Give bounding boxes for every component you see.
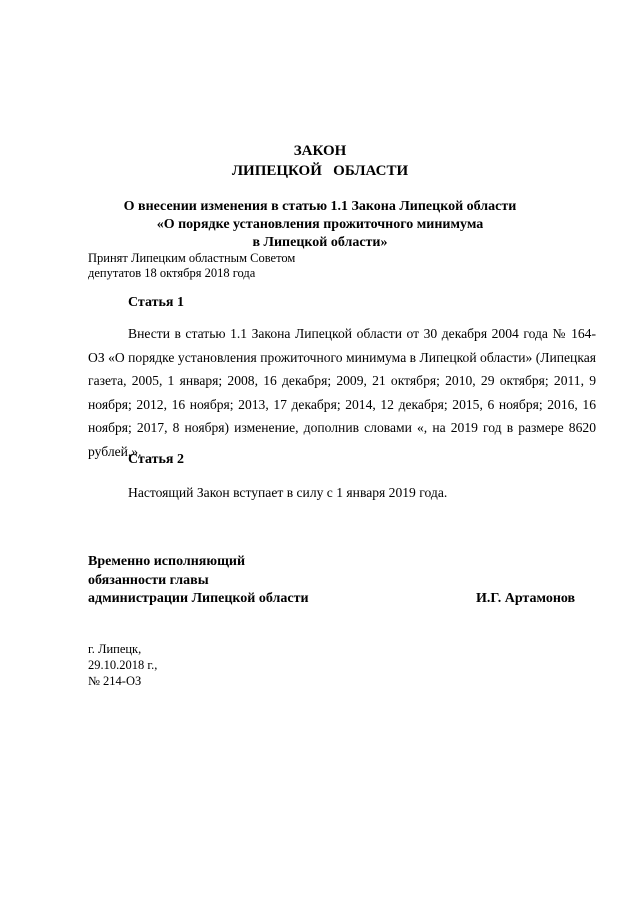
doc-type-title: ЗАКОН — [293, 143, 347, 159]
article-2-text — [88, 481, 596, 505]
article-2-heading: Статья 2 — [128, 452, 184, 467]
signatory-line-3: администрации Липецкой области — [88, 591, 309, 606]
adopted-line-1: Принят Липецким областным Советом — [88, 251, 296, 265]
article-2-text-content: Настоящий Закон вступает в силу с 1 января 2019 года. — [128, 485, 448, 500]
adopted-line-2: депутатов 18 октября 2018 года — [88, 266, 256, 280]
article-1-heading: Статья 1 — [128, 295, 184, 310]
subtitle-line-3: в Липецкой области» — [252, 235, 388, 250]
article-1-text-content: Внести в статью 1.1 Закона Липецкой области от 30 декабря 2004 года № 164-ОЗ «О порядке установления прожиточного минимума в Липецкой области» (Липецкая газета, 2005, 1 января; 2008, 16 декабря; 2009, 21 октября; 2010, 29 октября; 2011, 9 ноября; 2012, 16 ноября; 2013, 17 декабря; 2014, 12 декабря; 2015, 6 ноября; 2016, 16 ноября; 2017, 8 ноября) изменение, дополнив словами «, на 2019 год в размере 8620 рублей.». — [88, 326, 596, 459]
subtitle-line-2: «О порядке установления прожиточного минимума — [156, 217, 484, 232]
signatory-line-1: Временно исполняющий — [88, 554, 246, 569]
signatory-name: И.Г. Артамонов — [476, 591, 576, 606]
footer-number: № 214-ОЗ — [88, 674, 142, 688]
article-1-text — [88, 322, 596, 463]
footer-date: 29.10.2018 г., — [88, 658, 158, 672]
region-title: ЛИПЕЦКОЙ ОБЛАСТИ — [231, 163, 409, 179]
subtitle-line-1: О внесении изменения в статью 1.1 Закона Липецкой области — [123, 199, 517, 214]
footer-city: г. Липецк, — [88, 642, 142, 656]
signatory-line-2: обязанности главы — [88, 573, 209, 588]
